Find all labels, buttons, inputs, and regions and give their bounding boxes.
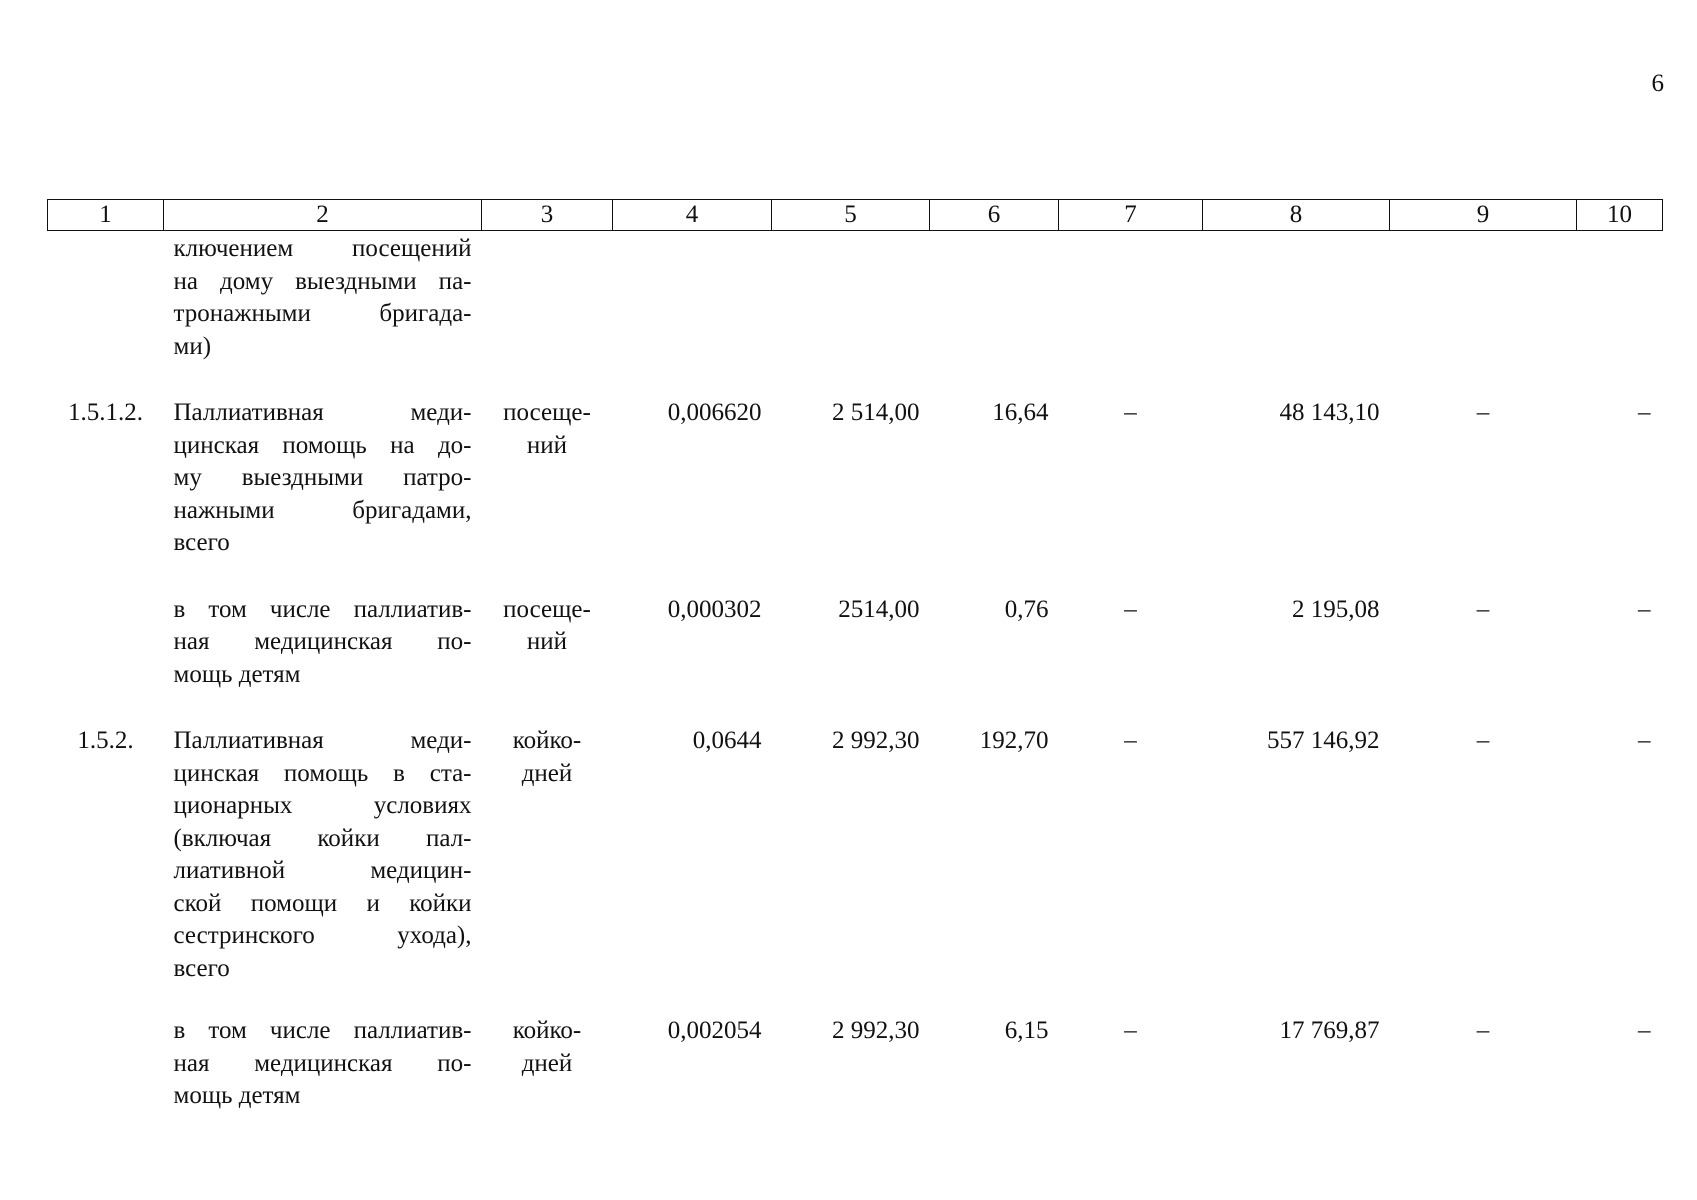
row-code (48, 231, 164, 364)
cell-col4: 0,002054 (667, 1017, 762, 1044)
table-row (48, 231, 1663, 364)
cell-col7: – (1124, 727, 1137, 754)
row-code (48, 1015, 164, 1113)
column-header: 5 (772, 200, 930, 231)
cell-col8: 2 195,08 (1292, 595, 1380, 623)
cell-col9: – (1476, 1017, 1490, 1044)
cell-col9: – (1476, 727, 1490, 754)
cell-col6: 16,64 (992, 399, 1049, 426)
cell-col7 (1059, 231, 1203, 364)
description-line: всего (173, 954, 230, 982)
cell-col5: 2514,00 (838, 595, 920, 623)
cell-col5: 2 514,00 (832, 399, 920, 426)
row-unit (482, 1015, 613, 1113)
cell-col8: 48 143,10 (1279, 399, 1380, 426)
description-line: (включая койки пал- (173, 824, 472, 852)
row-code: 1.5.1.2. (68, 399, 143, 426)
cell-col4 (613, 231, 772, 364)
column-header: 9 (1390, 200, 1577, 231)
cell-col5: 2 992,30 (832, 727, 920, 754)
row-unit (482, 231, 613, 364)
cell-col6 (930, 231, 1059, 364)
cell-col6: 0,76 (1004, 595, 1049, 623)
cell-col9: – (1476, 595, 1490, 623)
cell-col10: – (1638, 595, 1651, 623)
unit-line: ний (526, 628, 568, 655)
column-header: 7 (1059, 200, 1203, 231)
column-header: 4 (613, 200, 772, 231)
unit-line: койко- (512, 727, 582, 754)
unit-line: дней (521, 1049, 573, 1077)
row-description (164, 397, 482, 560)
cell-col10: – (1638, 727, 1651, 754)
row-spacer (48, 363, 1663, 397)
cell-col9: – (1476, 399, 1490, 426)
row-description (164, 231, 482, 364)
row-unit (482, 397, 613, 560)
description-line: мощь детям (173, 660, 301, 688)
description-line: му выездными патро- (173, 464, 472, 491)
cell-col7: – (1124, 1017, 1137, 1044)
description-line: ная медицинская по- (173, 1049, 472, 1077)
description-line: цинская помощь на до- (173, 431, 472, 459)
table-row (48, 1015, 1663, 1113)
row-spacer (48, 560, 1663, 594)
description-line: нажными бригадами, (173, 496, 472, 524)
cell-col7: – (1124, 595, 1137, 623)
cell-col5 (772, 231, 930, 364)
cell-col10 (1577, 231, 1663, 364)
unit-line: посеще- (503, 595, 591, 623)
row-unit (482, 725, 613, 985)
row-spacer (48, 691, 1663, 725)
unit-line: посеще- (503, 399, 591, 426)
cell-col7: – (1124, 399, 1137, 426)
description-line: сестринского ухода), (173, 922, 472, 949)
row-spacer (48, 985, 1663, 1015)
cell-col10: – (1638, 399, 1651, 426)
unit-line: дней (521, 759, 573, 787)
cell-col10: – (1638, 1017, 1651, 1044)
row-unit (482, 594, 613, 692)
description-line: ционарных условиях (173, 792, 472, 819)
row-description (164, 1015, 482, 1113)
cell-col8 (1203, 231, 1390, 364)
row-description (164, 725, 482, 985)
description-line: цинская помощь в ста- (173, 759, 472, 787)
row-code: 1.5.2. (77, 727, 134, 754)
unit-line: ний (526, 431, 568, 459)
column-header: 2 (164, 200, 482, 231)
cell-col5: 2 992,30 (832, 1017, 920, 1044)
cell-col8: 17 769,87 (1279, 1017, 1380, 1044)
cell-col6: 192,70 (979, 727, 1049, 754)
cell-col6: 6,15 (1004, 1017, 1049, 1044)
description-line: мощь детям (173, 1082, 301, 1109)
cell-col4: 0,0644 (692, 727, 762, 754)
column-header: 10 (1577, 200, 1663, 231)
description-line: лиативной медицин- (173, 857, 472, 884)
row-code (48, 594, 164, 692)
cell-col8: 557 146,92 (1267, 727, 1380, 754)
row-description (164, 594, 482, 692)
cell-col4: 0,000302 (667, 595, 762, 623)
column-header: 6 (930, 200, 1059, 231)
table-row (48, 725, 1663, 985)
cell-col9 (1390, 231, 1577, 364)
description-line: на дому выездными па- (173, 267, 472, 295)
page-number: 6 (1651, 70, 1664, 97)
table-row (48, 594, 1663, 692)
description-line: всего (173, 529, 230, 556)
description-line: в том числе паллиатив- (173, 595, 472, 623)
description-line: тронажными бригада- (173, 300, 472, 327)
cell-col4: 0,006620 (667, 399, 762, 426)
description-line: ключением посещений (173, 235, 472, 262)
description-line: ная медицинская по- (173, 628, 472, 655)
column-header: 1 (48, 200, 164, 231)
column-header: 3 (482, 200, 613, 231)
column-header: 8 (1203, 200, 1390, 231)
column-number-header (48, 200, 1663, 231)
description-line: Паллиативная меди- (173, 399, 472, 426)
expenditure-table (47, 199, 1663, 1113)
table-row (48, 397, 1663, 560)
description-line: Паллиативная меди- (173, 727, 472, 754)
description-line: ской помощи и койки (173, 889, 472, 917)
description-line: ми) (173, 332, 212, 360)
description-line: в том числе паллиатив- (173, 1017, 472, 1044)
unit-line: койко- (512, 1017, 582, 1044)
